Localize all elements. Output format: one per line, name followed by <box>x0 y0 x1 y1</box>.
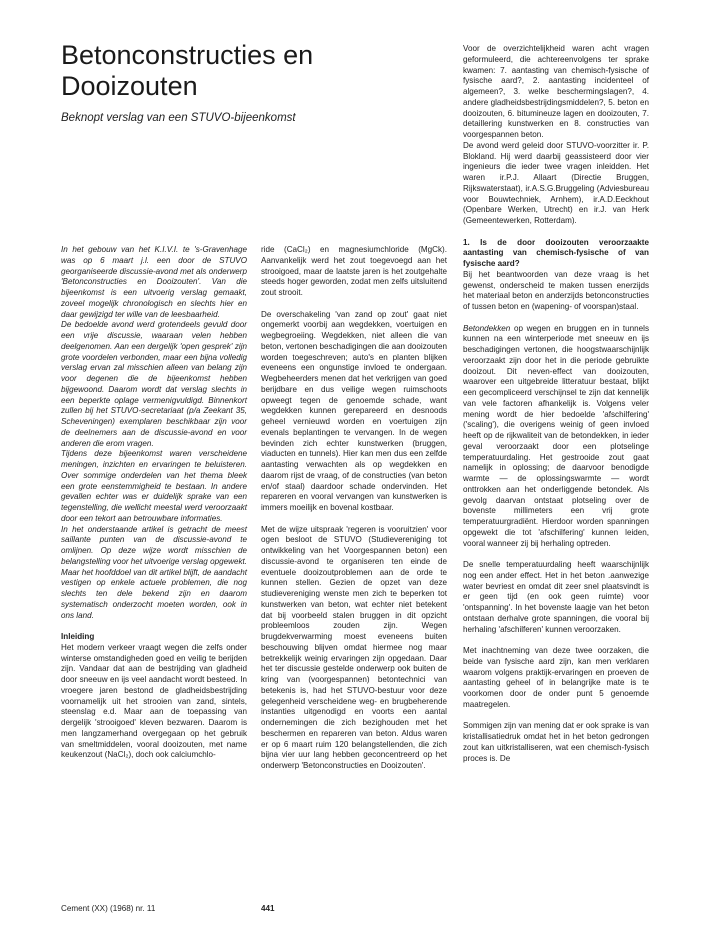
article-subtitle: Beknopt verslag van een STUVO-bijeenkomst <box>61 112 296 124</box>
column-3 <box>463 44 649 764</box>
body-paragraph: De snelle temperatuurdaling heeft waarschijnlijk nog een ander effect. Het in het beton .aanwezige water bevriest en omdat dit zeer snel plaatsvindt is er geen tijd (en ook geen ruimte) voor 'ontspanning'. In het bovenste laagje van het beton ontstaan derhalve grote spanningen, die vooral bij herhaling 'afschilferen' kunnen veroorzaken. <box>463 560 649 634</box>
section-heading-question-1: 1. Is de door dooizouten veroorzaakte aantasting van chemisch-fysische of van fysische aard? <box>463 237 649 268</box>
body-paragraph: Met de wijze uitspraak 'regeren is vooruitzien' voor ogen besloot de STUVO (Studievereniging tot ontwikkeling van het Voorgespannen beton) een discussie-avond te organiseren ten einde de eventuele dooizoutproblemen aan de orde te kunnen stellen. Gezien de opzet van deze studievereniging wenste men zich te beperken tot kunstwerken van beton, wat echter niet betekent dat bij voorbeeld stalen bruggen in dit opzicht probleemloos zouden zijn. Wegen brugdekverwarming moest eveneens buiten beschouwing blijven omdat hiermee nog maar betrekkelijk weinig ervaringen zijn opgedaan. Daar het ter discussie gestelde onderwerp ook buiten de kring van (voorgespannen) betontechnici van betekenis is, had het STUVO-bestuur voor deze gelegenheid verscheidene weg- en brugbeherende instanties uitgenodigd en voorts een aantal ondernemingen die zich bezighouden met het beschermen en repareren van beton. Aldus waren er op 6 maart ruim 120 belangstellenden, die zich bijna vier uur lang hebben geconcentreerd op het onderwerp 'Betonconstructies en Dooizouten'. <box>261 524 447 770</box>
intro-paragraph: Tijdens deze bijeenkomst waren verscheidene meningen, inzichten en ervaringen te beluisteren. Over sommige onderdelen van het thema bleek een grote eenstemmigheid te bestaan. In andere gevallen echter was er duidelijk sprake van een tegenstelling, die wellicht meestal werd veroorzaakt door een tekort aan betrouwbare informaties. <box>61 449 247 523</box>
journal-reference: Cement (XX) (1968) nr. 11 <box>61 904 156 913</box>
lead-term: Betondekken <box>463 323 511 333</box>
body-paragraph: ride (CaCl₂) en magnesiumchloride (MgCk). Aanvankelijk werd het zout toegevoegd aan het strooigoed, maar de laatste jaren is het zoutgehalte steeds hoger geworden, zodat men zelfs uitsluitend zout strooit. <box>261 245 447 297</box>
column-1 <box>61 245 247 761</box>
body-paragraph: Het modern verkeer vraagt wegen die zelfs onder winterse omstandigheden goed en veilig te berijden zijn. Vandaar dat aan de bestrijding van gladheid door sneeuw en ijs veel aandacht wordt besteed. In vroegere jaren bestond de gladheidsbestrijding voornamelijk uit het strooien van zand, sintels, steenslag e.d. Maar aan de toepassing van dergelijk 'strooigoed' kleven bezwaren. Daarom is men langzamerhand overgegaan op het gebruik van smeltmiddelen, vooral dooizouten, met name keukenzout (NaCl₂), doch ook calciumchlo- <box>61 642 247 760</box>
intro-paragraph: In het gebouw van het K.I.V.I. te 's-Gravenhage was op 6 maart j.l. een door de STUVO georganiseerde discussie-avond met als onderwerp 'Betonconstructies en Dooizouten'. Van die bijeenkomst is een uitvoerig verslag gemaakt, zoveel mogelijk chronologisch en slechts hier en daar gewijzigd ter wille van de leesbaarheid. <box>61 245 247 319</box>
body-paragraph: De avond werd geleid door STUVO-voorzitter ir. P. Blokland. Hij werd daarbij geassisteerd door vier ingenieurs die ieder twee vragen inleidden. Het waren ir.P.J. Allaart (Directie Bruggen, Rijkswaterstaat), ir.A.S.G.Bruggeling (Adviesbureau voor Bouwtechniek, Arnhem), ir.A.D.Eeckhout (Openbare Werken, Utrecht) en ir.J. van Herk (Gemeentewerken, Rotterdam). <box>463 140 649 225</box>
body-paragraph: Bij het beantwoorden van deze vraag is het gewenst, onderscheid te maken tussen enerzijds het materiaal beton en anderzijds betonconstructies of tussen beton en (wapening- of voorspan)staal. <box>463 269 649 311</box>
body-paragraph: Voor de overzichtelijkheid waren acht vragen geformuleerd, die achtereenvolgens ter sprake kwamen: 7. aantasting van chemisch-fysische of fysische aard?, 2. aantasting incidenteel of algemeen?, 3. welke beschermingslagen?, 4. andere gladheidsbestrijdingsmiddelen?, 5. beton en dooizouten, 6. bitumineuze lagen en dooizouten, 7. detaillering kunstwerken en 8. constructies van voorgespannen beton. <box>463 44 649 139</box>
body-paragraph: Met inachtneming van deze twee oorzaken, die beide van fysische aard zijn, kan men verklaren waarom volgens praktijk-ervaringen en proeven de aantasting geheel of in belangrijke mate is te voorkomen door de onder punt 5 genoemde maatregelen. <box>463 646 649 709</box>
body-paragraph: Sommigen zijn van mening dat er ook sprake is van kristallisatiedruk omdat het in het beton gedrongen zout kan uitkristalliseren, wat een chemisch-fysisch proces is. De <box>463 721 649 763</box>
column-2 <box>261 245 447 772</box>
page-number: 441 <box>261 904 275 913</box>
article-title: Betonconstructies en Dooizouten <box>61 40 314 101</box>
section-heading-inleiding: Inleiding <box>61 632 95 641</box>
body-paragraph: De overschakeling 'van zand op zout' gaat niet ongemerkt voorbij aan wegdekken, voertuigen en wegbegroeiing. Wegdekken, niet alleen die van beton, vertonen beschadigingen die aan dooizouten worden toegeschreven; auto's en planten blijken eveneens een ongunstige invloed te ondergaan. Wegbeheerders menen dat het verkrijgen van goed berijdbare en dus veilige wegen ruimschoots opweegt tegen de genoemde schade, want wegdekken kunnen gerepareerd en desnoods geheel vernieuwd worden en voertuigen zijn evenals beplantingen te vervangen. In de wegen bevinden zich echter kunstwerken (bruggen, viaducten en tunnels). Hier kan men dus een zelfde aantasting verwachten als op wegdekken en daarom rijst de vraag, of de constructies (van beton en/of staal) daardoor schade ondervinden. Het repareren en vooral vervangen van kunstwerken is immers moeilijk en bovenal kostbaar. <box>261 309 447 512</box>
paragraph-text: op wegen en bruggen en in tunnels kunnen na een winterperiode met sneeuw en ijs beschadigingen vertonen, die hoogstwaarschijnlijk veroorzaakt zijn door het in die periode gebruikte dooizout. Dit neven-effect van dooizouten, waarover een uitgebreide litteratuur bestaat, blijkt een gecompliceerd verschijnsel te zijn dat kennelijk van vele factoren afhankelijk is. Volgens veler mening wordt de hier bedoelde 'afschilfering' ('scaling'), die overigens weinig of geen invloed heeft op de rijkwaliteit van de betondekken, in ieder geval veroorzaakt door een plotselinge temperatuurdaling. Het gestrooide zout gaat namelijk in oplossing; de daarvoor benodigde warmte — de oplossingswarmte — wordt onttrokken aan het onderliggende betondek. Als gevolg daarvan ontstaat plotseling over de bovenste millimeters een vrij grote temperatuurgradiënt. Hierdoor worden spanningen opgewekt die tot 'afschilfering' kunnen leiden, vooral wanneer zij bij herhaling optreden. <box>463 323 649 548</box>
intro-paragraph: De bedoelde avond werd grotendeels gevuld door een vrije discussie, waaraan velen hebben deelgenomen. Aan een dergelijk 'open gesprek' zijn grote voordelen verbonden, maar een bijna volledig verslag ervan zal misschien alleen van belang zijn voor degenen die de bijeenkomst hebben bijgewoond. Daarom wordt dat verslag slechts in een beperkte oplage vermenigvuldigd. Binnenkort zullen bij het STUVO-secretariaat (p/a Zeekant 35, Scheveningen) exemplaren beschikbaar zijn voor de deelnemers aan de discussie-avond en voor anderen die erom vragen. <box>61 320 247 448</box>
body-paragraph <box>463 324 649 550</box>
intro-paragraph: In het onderstaande artikel is getracht de meest saillante punten van de discussie-avond te omlijnen. Op deze wijze wordt misschien de belangstelling voor het uitvoerige verslag opgewekt. Maar het hoofddoel van dit artikel blijft, de aandacht vestigen op enkele actuele problemen, die nog slechts ten dele bekend zijn en daarom systematisch onderzocht moeten worden, ook in ons land. <box>61 524 247 620</box>
